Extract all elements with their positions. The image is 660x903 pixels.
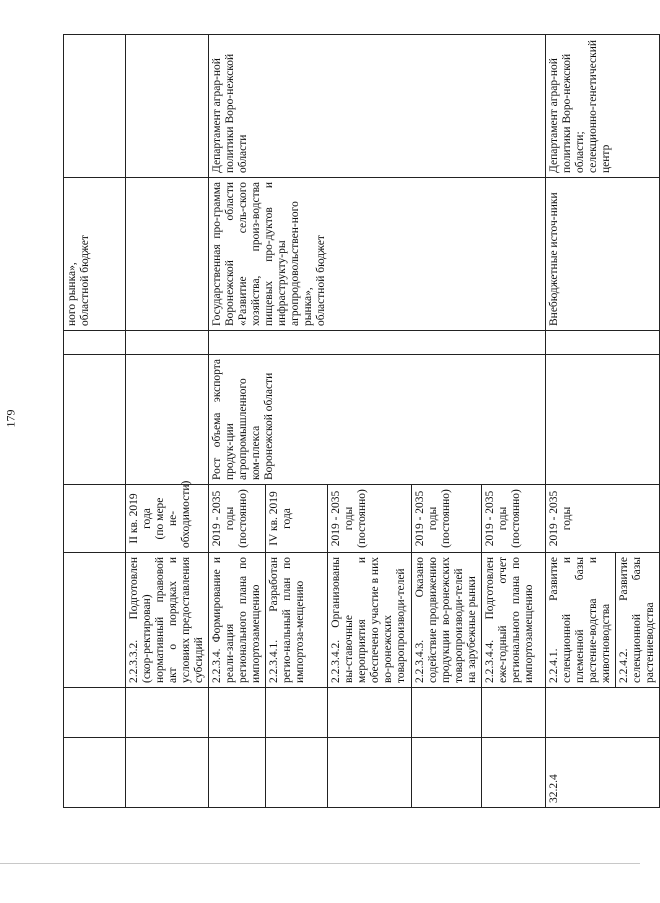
cell-empty bbox=[209, 331, 546, 355]
table-row bbox=[546, 35, 616, 808]
cell-code bbox=[328, 738, 412, 808]
cell-funding: ного рынка», областной бюджет bbox=[64, 178, 126, 331]
cell-code: 32.2.4 bbox=[546, 738, 660, 808]
cell-code bbox=[64, 738, 126, 808]
cell-empty bbox=[126, 688, 209, 738]
cell-term: 2019 - 2035 годы (постоянно) bbox=[328, 485, 412, 553]
cell-code bbox=[482, 738, 546, 808]
cell-result bbox=[546, 355, 660, 485]
cell-empty bbox=[64, 331, 126, 355]
cell-measure: 2.2.3.4.2. Организованы вы-ставочные мероприятия и обеспечено участие в них во-ронежских товаропроизводи-телей bbox=[328, 553, 412, 688]
cell-term: II кв. 2019 года (по мере не-обходимости) bbox=[126, 485, 209, 553]
rotated-table-page bbox=[63, 35, 656, 808]
cell-term: 2019 - 2035 годы (постоянно) bbox=[209, 485, 266, 553]
cell-measure: 2.2.3.4.4. Подготовлен еже-годный отчет регионального плана по импортозамещению bbox=[482, 553, 546, 688]
cell-measure: 2.2.3.4.3. Оказано содействие продвижению продукции во-ронежских товаропроизводи-телей на зарубежные рынки bbox=[412, 553, 482, 688]
table-row bbox=[126, 35, 209, 808]
cell-empty bbox=[328, 688, 412, 738]
cell-funding: Внебюджетные источ-ники bbox=[546, 178, 660, 331]
cell-term: 2019 - 2035 годы (постоянно) bbox=[412, 485, 482, 553]
cell-measure bbox=[64, 553, 126, 688]
cell-empty bbox=[209, 688, 266, 738]
cell-empty bbox=[126, 331, 209, 355]
cell-measure: 2.2.3.4. Формирование и реали-зация регионального плана по импортозамещению bbox=[209, 553, 266, 688]
cell-result bbox=[126, 355, 209, 485]
page-number: 179 bbox=[3, 409, 18, 428]
cell-result bbox=[64, 355, 126, 485]
cell-term: 2019 - 2035 годы (постоянно) bbox=[482, 485, 546, 553]
cell-empty bbox=[412, 688, 482, 738]
cell-measure: 2.2.3.4.1. Разработан регио-нальный план по импортоза-мещению bbox=[266, 553, 328, 688]
cell-term bbox=[64, 485, 126, 553]
cell-executor bbox=[64, 35, 126, 178]
cell-empty bbox=[266, 688, 328, 738]
cell-measure: 2.2.4.2. Развитие селекционной базы растениеводства bbox=[616, 553, 660, 688]
cell-code bbox=[209, 738, 266, 808]
cell-funding bbox=[126, 178, 209, 331]
cell-empty bbox=[482, 688, 546, 738]
cell-code bbox=[126, 738, 209, 808]
cell-code bbox=[412, 738, 482, 808]
table-row bbox=[64, 35, 126, 808]
cell-measure: 2.2.3.3.2. Подготовлен (скор-ректирован) нормативный правовой акт о порядках и условиях предоставления субсидий bbox=[126, 553, 209, 688]
cell-measure: 2.2.4.1. Развитие селекционной и племенной базы растение-водства и животноводства bbox=[546, 553, 616, 688]
table-row bbox=[209, 35, 266, 808]
cell-funding: Государственная про-грамма Воронежской области «Развитие сель-ского хозяйства, произ-водства пищевых про-дуктов и инфраструкту-ры агропродовольствен-ного рынка», областной бюджет bbox=[209, 178, 546, 331]
cell-code bbox=[266, 738, 328, 808]
cell-executor: Департамент аграр-ной политики Воро-нежской области bbox=[209, 35, 546, 178]
cell-executor: Департамент аграр-ной политики Воро-нежской области; селекционно-генетический центр bbox=[546, 35, 660, 178]
cell-empty bbox=[546, 688, 660, 738]
measures-table bbox=[63, 34, 660, 808]
page-bottom-rule bbox=[0, 863, 640, 864]
cell-term: IV кв. 2019 года bbox=[266, 485, 328, 553]
cell-empty bbox=[64, 688, 126, 738]
cell-empty bbox=[546, 331, 660, 355]
cell-result: Рост объема экспорта продук-ции агропромышленного ком-плекса Воронежской области bbox=[209, 355, 546, 485]
cell-executor bbox=[126, 35, 209, 178]
cell-term: 2019 - 2035 годы bbox=[546, 485, 660, 553]
